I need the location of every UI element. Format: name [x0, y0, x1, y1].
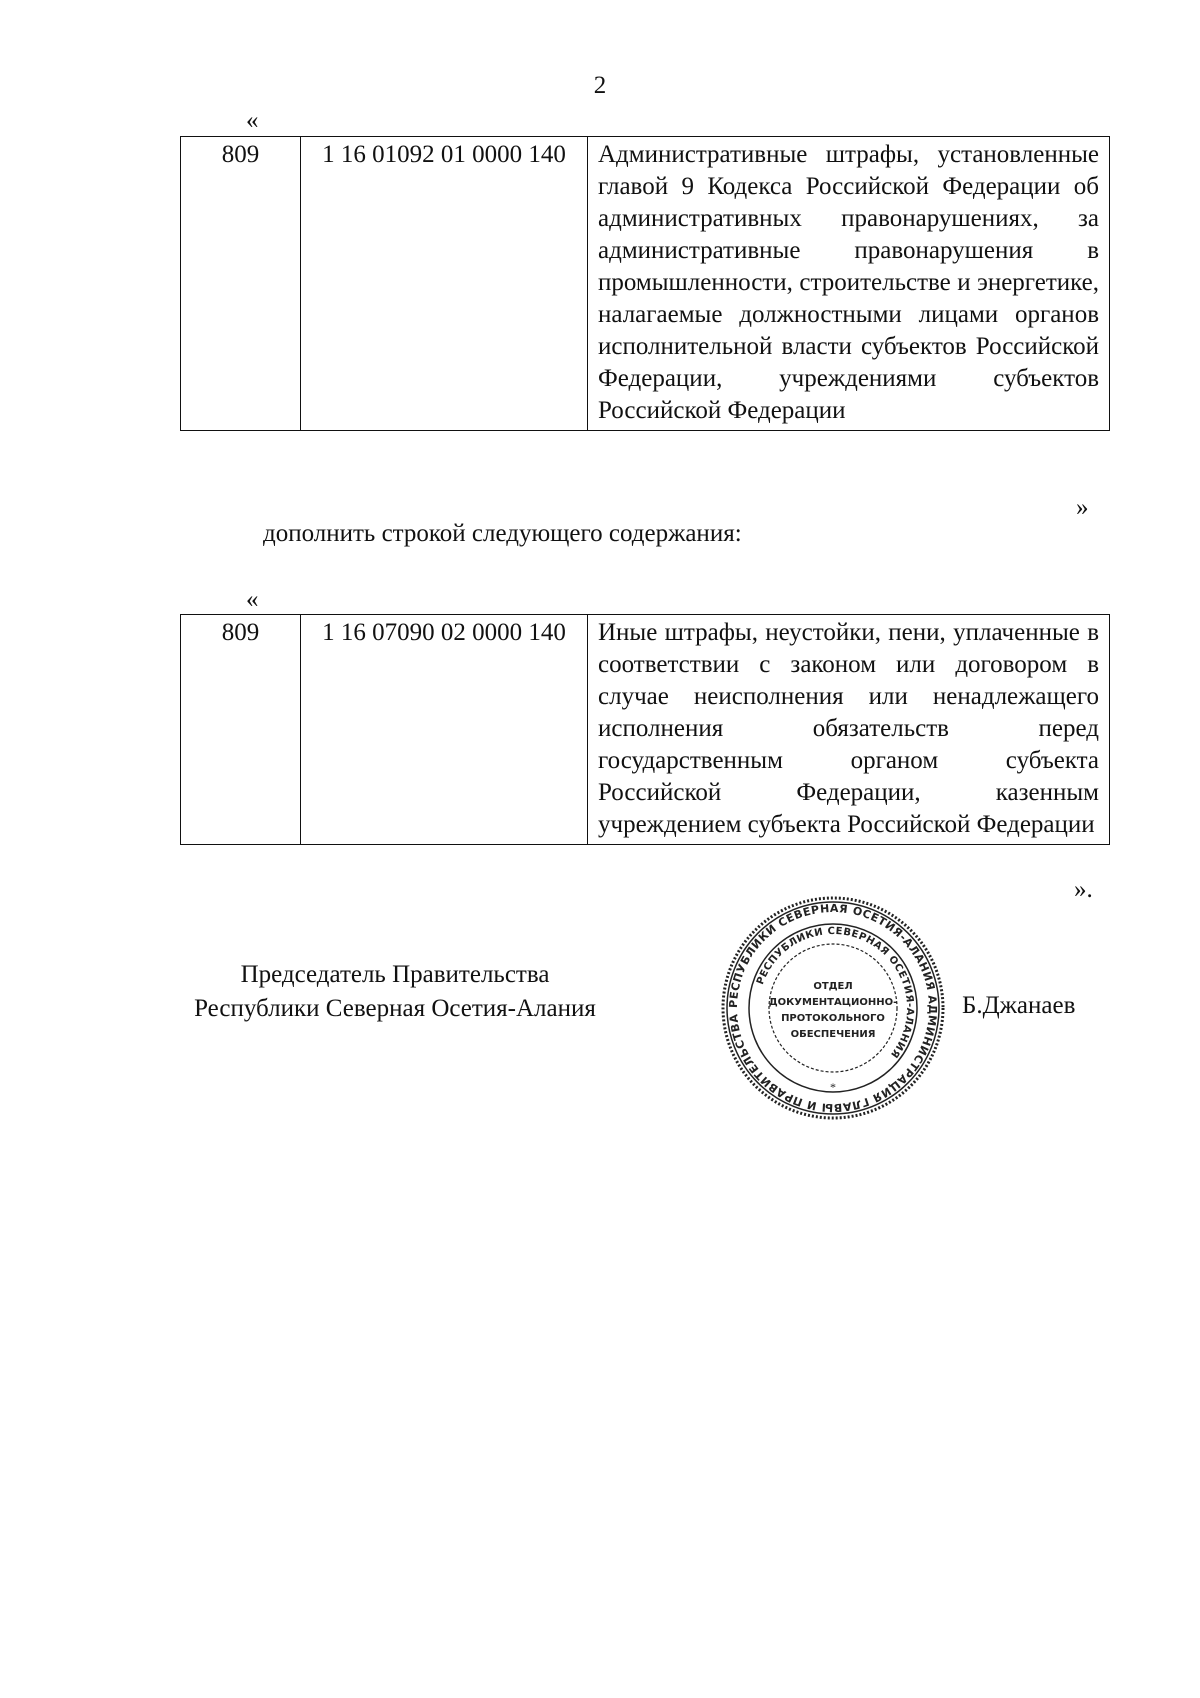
seal-center-line-3: ПРОТОКОЛЬНОГО [781, 1013, 885, 1024]
admin-code-cell: 809 [181, 615, 301, 845]
signer-position-line-1: Председатель Правительства [240, 961, 550, 988]
official-seal [718, 893, 948, 1123]
signer-name: Б.Джанаев [962, 992, 1076, 1019]
open-quote-2: « [246, 586, 259, 613]
signer-position [150, 958, 640, 1026]
kbk-code-cell: 1 16 07090 02 0000 140 [301, 615, 588, 845]
table-row [181, 137, 1110, 431]
signer-position-line-2: Республики Северная Осетия-Алания [194, 995, 596, 1022]
seal-center-line-4: ОБЕСПЕЧЕНИЯ [790, 1029, 876, 1040]
close-quote-2: ». [1074, 876, 1093, 903]
budget-code-table-1 [180, 136, 1110, 431]
table-row [181, 615, 1110, 845]
admin-code-cell: 809 [181, 137, 301, 431]
seal-inner-text: РЕСПУБЛИКИ СЕВЕРНАЯ ОСЕТИЯ-АЛАНИЯ [755, 925, 916, 1060]
page-number: 2 [593, 72, 607, 99]
budget-code-table-2 [180, 614, 1110, 845]
description-cell: Административные штрафы, установленные главой 9 Кодекса Российской Федерации об административных правонарушениях, за административные правонарушения в промышленности, строительстве и энергетике, налагаемые должностными лицами органов исполнительной власти субъектов Российской Федерации, учреждениями субъектов Российской Федерации [588, 137, 1110, 431]
seal-outer-text: РЕСПУБЛИКИ СЕВЕРНАЯ ОСЕТИЯ-АЛАНИЯ АДМИНИСТРАЦИЯ ГЛАВЫ И ПРАВИТЕЛЬСТВА [726, 901, 940, 1115]
close-quote-1: » [1076, 494, 1089, 521]
seal-star-icon: * [830, 1080, 836, 1094]
seal-center-line-1: ОТДЕЛ [813, 981, 853, 992]
description-cell: Иные штрафы, неустойки, пени, уплаченные в соответствии с законом или договором в случае неисполнения или ненадлежащего исполнения обязательств перед государственным органом субъекта Российской Федерации, казенным учреждением субъекта Российской Федерации [588, 615, 1110, 845]
intro-text: дополнить строкой следующего содержания: [263, 520, 742, 547]
kbk-code-cell: 1 16 01092 01 0000 140 [301, 137, 588, 431]
open-quote-1: « [246, 107, 259, 134]
seal-center-line-2: ДОКУМЕНТАЦИОННО- [768, 997, 898, 1008]
